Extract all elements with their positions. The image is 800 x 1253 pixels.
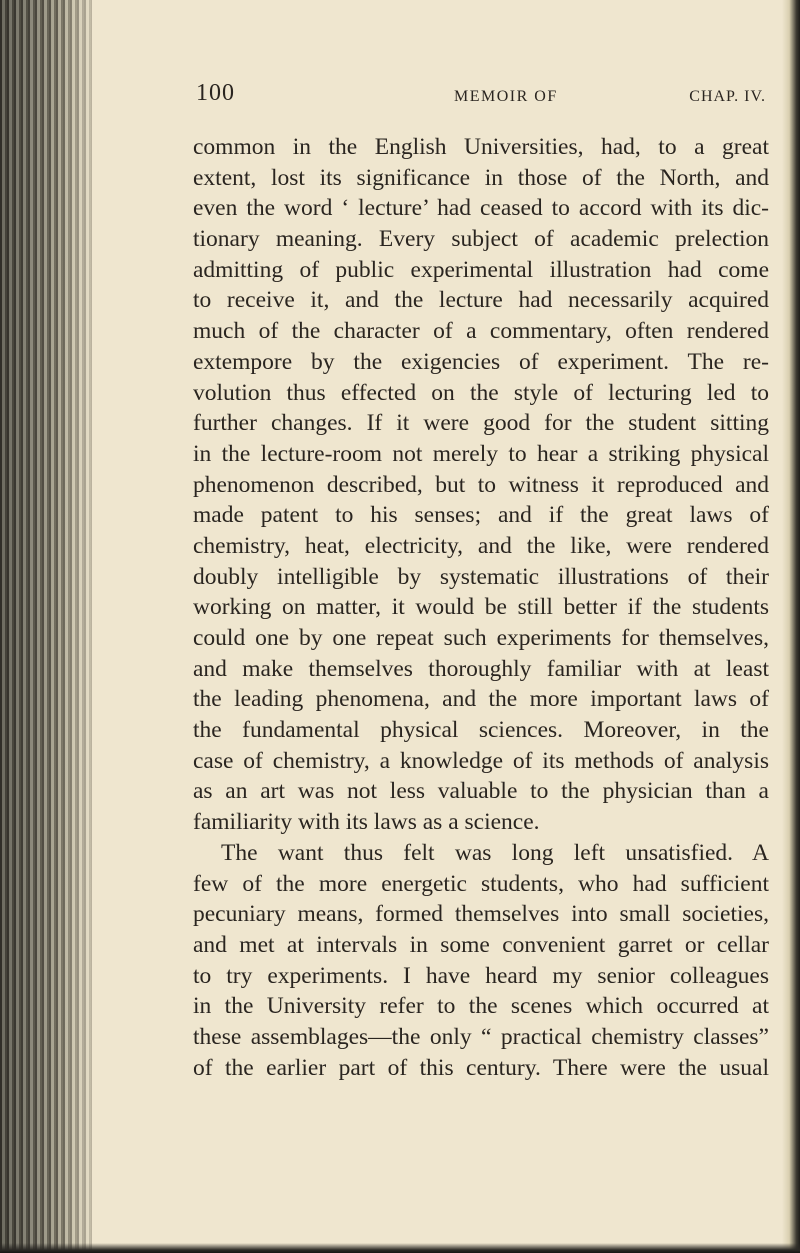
- text-line: of the earlier part of this century. There were the usual: [193, 1054, 769, 1081]
- text-line: as an art was not less valuable to the physician than a: [193, 778, 769, 805]
- text-line: pecuniary means, formed themselves into small societies,: [193, 901, 769, 928]
- text-line: in the lecture-room not merely to hear a striking physical: [193, 440, 769, 467]
- running-head: MEMOIR OF: [454, 88, 558, 105]
- text-line: volution thus effected on the style of lecturing led to: [193, 379, 769, 406]
- gutter-shadow: [60, 0, 120, 1253]
- text-line: extent, lost its significance in those of the North, and: [193, 164, 769, 191]
- text-line: doubly intelligible by systematic illustrations of their: [193, 563, 769, 590]
- text-line: the fundamental physical sciences. Moreover, in the: [193, 717, 769, 744]
- text-line: common in the English Universities, had, to a great: [193, 134, 769, 160]
- text-line: and make themselves thoroughly familiar with at least: [193, 655, 769, 682]
- text-line: chemistry, heat, electricity, and the like, were rendered: [193, 532, 769, 559]
- text-line: and met at intervals in some convenient garret or cellar: [193, 931, 769, 958]
- chapter-label: CHAP. IV.: [689, 88, 766, 105]
- text-line: to try experiments. I have heard my senior colleagues: [193, 962, 769, 989]
- text-line: to receive it, and the lecture had necessarily acquired: [193, 287, 769, 314]
- text-line: tionary meaning. Every subject of academic prelection: [193, 226, 769, 253]
- text-line: few of the more energetic students, who had sufficient: [193, 870, 769, 897]
- page-right-edge: [782, 0, 800, 1253]
- page-number: 100: [196, 80, 235, 106]
- text-line: in the University refer to the scenes which occurred at: [193, 993, 769, 1020]
- page-bottom-edge: [0, 1243, 800, 1253]
- text-line: familiarity with its laws as a science.: [193, 809, 540, 836]
- text-line: extempore by the exigencies of experiment. The re-: [193, 348, 769, 375]
- text-line: the leading phenomena, and the more important laws of: [193, 686, 769, 713]
- text-line: much of the character of a commentary, often rendered: [193, 318, 769, 345]
- text-line: The want thus felt was long left unsatisfied. A: [221, 839, 769, 866]
- text-line: could one by one repeat such experiments for themselves,: [193, 625, 769, 651]
- body-text: [193, 132, 769, 1083]
- text-line: these assemblages—the only “ practical chemistry classes”: [193, 1023, 769, 1050]
- text-line: admitting of public experimental illustration had come: [193, 256, 769, 283]
- text-line: made patent to his senses; and if the great laws of: [193, 502, 769, 529]
- page-header: [196, 80, 766, 110]
- text-line: case of chemistry, a knowledge of its methods of analysis: [193, 747, 769, 774]
- text-line: phenomenon described, but to witness it reproduced and: [193, 471, 769, 498]
- text-line: working on matter, it would be still better if the students: [193, 594, 769, 621]
- text-line: even the word ‘ lecture’ had ceased to accord with its dic-: [193, 195, 769, 222]
- text-line: further changes. If it were good for the student sitting: [193, 410, 769, 437]
